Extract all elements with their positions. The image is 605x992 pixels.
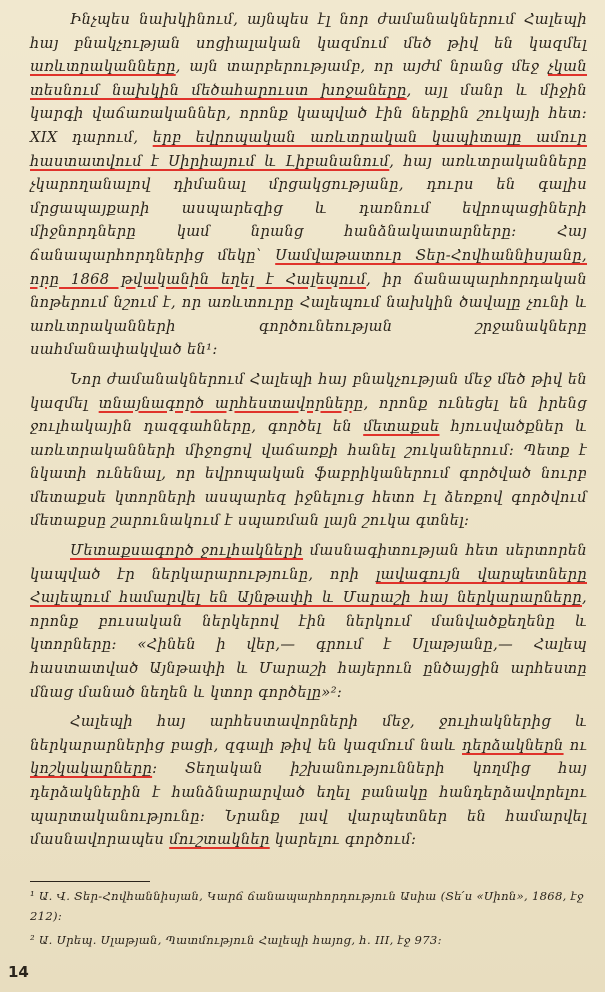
footnote-2: ² Ա. Սրեպ. Սլաթյան, Պատմություն Հալեպի հայոց, հ. III, էջ 973։ — [30, 933, 442, 947]
paragraph-1: Ինչպես նախկինում, այնպես էլ նոր ժամանակներում Հալեպի հայ բնակչության սոցիալական կազմում մեծ թիվ են կազմել առևտրականները, այն տարբերությամբ, որ այժմ նրանց մեջ չկան տեսնում նախկին մեծահարուստ խոջաները, այլ մանր և միջին կարգի վաճառականներ, որոնք կապված էին ներքին շուկայի հետ։ XIX դարում, երբ եվրոպական առևտրական կապիտալը ամուր հաստատվում է Սիրիայում և Լիբանանում, հայ առևտրականները չկարողանալով դիմանալ մրցակցությանը, դուրս են գալիս մրցապայքարի ասպարեզից և դառնում եվրոպացիների միջնորդները կամ նրանց հանձնակատարները։ Հայ ճանապարհորդներից մեկը՝ Սամվաթատուր Տեր-Հովհաննիսյանը, որը 1868 թվականին եղել է Հալեպում, իր ճանապարհորդական նոթերում նշում է, որ առևտուրը Հալեպում նախկին ծավալը չունի և առևտրականների գործունեության շրջանակները սահմանափակված են¹։ — [30, 11, 587, 359]
footnote-divider — [30, 881, 150, 882]
paragraph-2: Նոր ժամանակներում Հալեպի հայ բնակչության մեջ մեծ թիվ են կազմել տնայնագործ արհեստավորները, որոնք ունեցել են իրենց ջուլհակային դազգահները, գործել են մետաքսե հյուսվածքներ և առևտրականների միջոցով վաճառքի հանել շուկաներում։ Պետք է նկատի ունենալ, որ եվրոպական ֆաբրիկաներում գործված նուրբ մետաքսե կտորների ասպարեզ իջնելուց հետո էլ ձեռքով գործվում մետաքսը շարունակում է սպառման լայն շուկա գտնել։ — [30, 370, 587, 530]
page-number: 14 — [8, 963, 29, 981]
body-text — [0, 8, 605, 852]
paragraph-4: Հալեպի հայ արհեստավորների մեջ, ջուլհակներից և ներկարարներից բացի, զգալի թիվ են կազմում նաև դերձակներն ու կոշկակարները։ Տեղական իշխանությունների կողմից հայ դերձակներին է հանձնարարված եղել բանակը հանդերձավորելու պարտականությունը։ Նրանք լավ վարպետներ են համարվել մասնավորապես մուշտակներ կարելու գործում։ — [30, 713, 587, 849]
paragraph-3: Մետաքսագործ ջուլհակների մասնագիտության հետ սերտորեն կապված էր ներկարարությունը, որի լավագույն վարպետները Հալեպում համարվել են Այնթափի և Մարաշի հայ ներկարարները, որոնք բուսական ներկերով էին ներկում մանվածքեղենը և կտորները։ «Հինեն ի վեր,— գրում է Սլաթյանը,— Հալեպ հաստատված Այնթափի և Մարաշի հայերուն ընծայցին արհեստը մնաց մանած նեղեն և կտոր գործելը»²։ — [30, 542, 587, 701]
footnote-1: ¹ Ա. Վ. Տեր-Հովհաննիսյան, Կարճ ճանապարհորդություն Ասիա (Տե՛ս «Սիոն», 1868, էջ 212)։ — [30, 889, 584, 923]
